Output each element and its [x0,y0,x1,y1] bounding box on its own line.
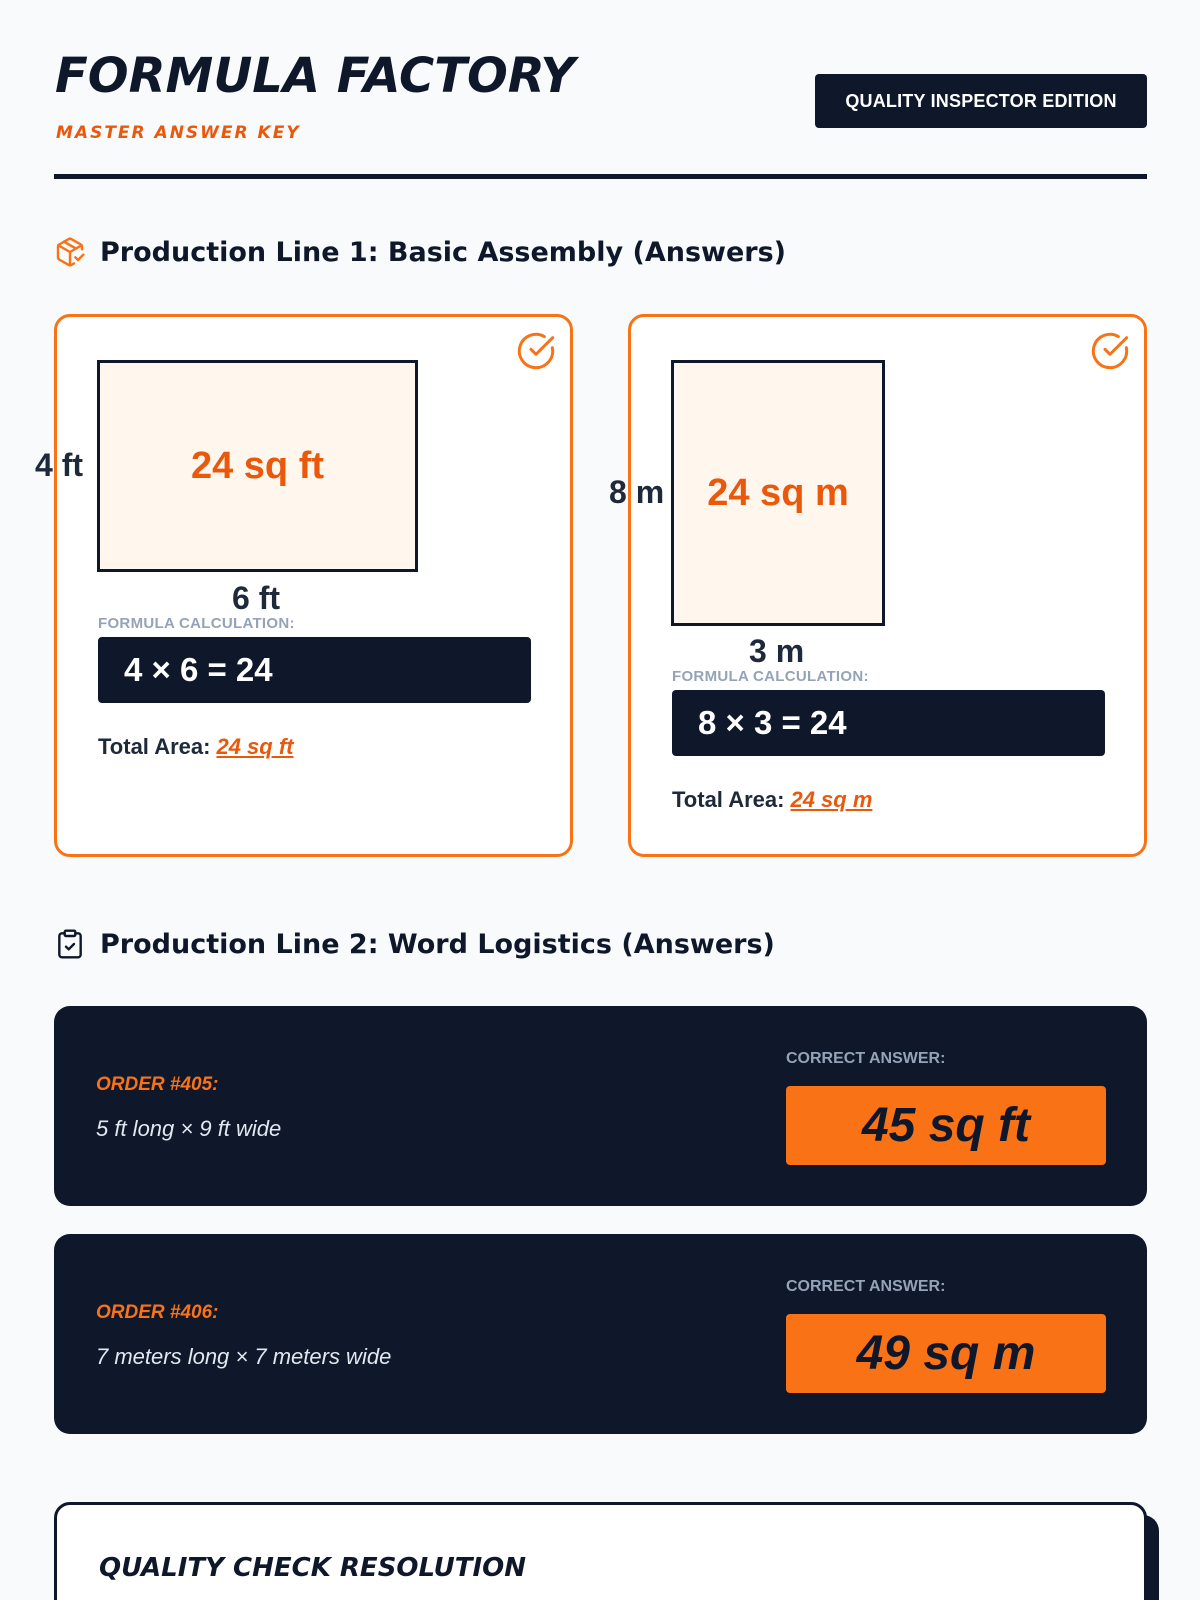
order-panel-405 [54,1006,1147,1206]
total-area-value: 24 sq m [790,787,873,812]
bottom-dimension-label: 3 m [749,633,805,669]
shape-area-label: 24 sq m [707,471,849,514]
section-heading-line1 [54,236,786,268]
bottom-dimension-label: 6 ft [232,580,280,616]
section-title-line1: Production Line 1: Basic Assembly (Answers) [100,236,787,268]
order-description: 5 ft long × 9 ft wide [96,1116,282,1141]
side-dimension-label: 4 ft [35,447,83,483]
section-title-line2: Production Line 2: Word Logistics (Answers) [100,928,775,960]
page-title: FORMULA FACTORY [55,48,576,104]
edition-badge: QUALITY INSPECTOR EDITION [815,74,1147,128]
rectangle-shape-2 [671,360,885,626]
side-dimension-label: 8 m [609,474,665,510]
correct-answer-label: CORRECT ANSWER: [786,1050,946,1067]
circle-check-icon [1090,331,1130,371]
clipboard-check-icon [54,928,86,960]
quality-check-card [54,1502,1147,1600]
page-subtitle: MASTER ANSWER KEY [56,123,301,143]
assembly-card-1 [35,314,573,857]
shape-area-label: 24 sq ft [190,444,325,487]
correct-answer-box: 45 sq ft [786,1086,1106,1165]
correct-answer-box: 49 sq m [786,1314,1106,1393]
header-divider [54,174,1147,179]
calculation-box: 4 × 6 = 24 [98,637,531,703]
total-area-label: Total Area: [672,787,785,812]
assembly-card-2 [609,314,1147,857]
calc-label: FORMULA CALCULATION: [672,668,869,685]
total-area [98,734,294,760]
rectangle-shape-1 [97,360,418,572]
order-id: ORDER #406: [96,1302,219,1323]
package-check-icon [54,236,86,268]
total-area-value: 24 sq ft [216,734,294,759]
total-area [672,787,872,813]
calc-label: FORMULA CALCULATION: [98,615,295,632]
calculation-box: 8 × 3 = 24 [672,690,1105,756]
circle-check-icon [516,331,556,371]
correct-answer-label: CORRECT ANSWER: [786,1278,946,1295]
total-area-label: Total Area: [98,734,211,759]
quality-check-title: QUALITY CHECK RESOLUTION [99,1553,527,1583]
order-panel-406 [54,1234,1147,1434]
section-heading-line2 [54,928,775,960]
order-description: 7 meters long × 7 meters wide [96,1344,392,1369]
order-id: ORDER #405: [96,1074,219,1095]
